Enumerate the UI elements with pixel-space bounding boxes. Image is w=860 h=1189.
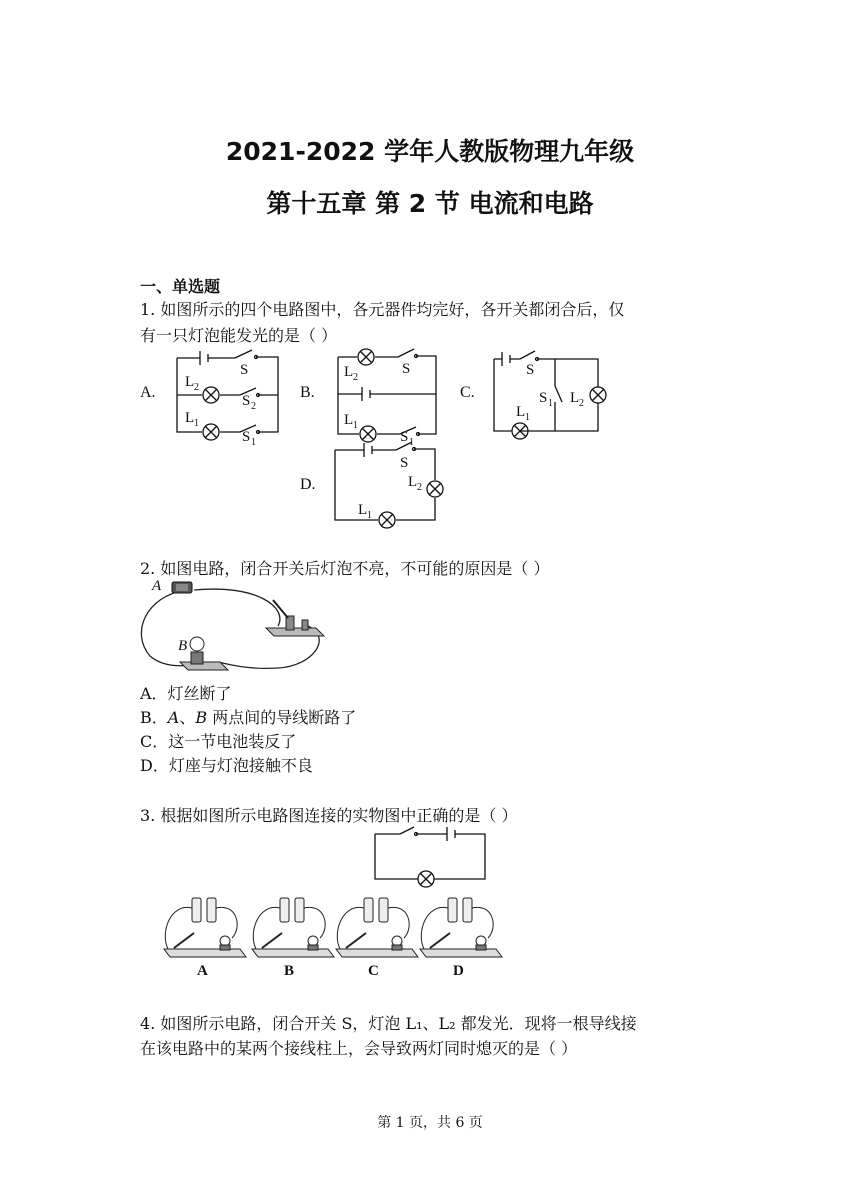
circuit-photo-q2 bbox=[138, 578, 328, 678]
label-s: S bbox=[242, 393, 251, 409]
choice-c-label: C bbox=[368, 963, 379, 979]
circuit-diagram-d bbox=[320, 442, 450, 526]
label-sub-2: 2 bbox=[251, 401, 256, 412]
label-l: L bbox=[516, 404, 526, 420]
question-3-stem: 3. 根据如图所示电路图连接的实物图中正确的是（ ） bbox=[140, 806, 518, 825]
label-sub-1: 1 bbox=[525, 412, 530, 423]
label-sub-1: 1 bbox=[548, 398, 553, 409]
document-subtitle: 第十五章 第 2 节 电流和电路 bbox=[266, 189, 594, 218]
point-b-label: B bbox=[178, 638, 188, 654]
label-s: S bbox=[400, 429, 409, 445]
label-l: L bbox=[185, 410, 195, 426]
question-2-stem: 2. 如图电路，闭合开关后灯泡不亮，不可能的原因是（ ） bbox=[140, 559, 550, 578]
label-l: L bbox=[185, 374, 195, 390]
q1-option-a-label: A. bbox=[140, 384, 156, 401]
circuit-diagram-q3 bbox=[372, 826, 492, 888]
label-sub-2: 2 bbox=[353, 372, 358, 383]
label-s: S bbox=[242, 429, 251, 445]
q1-option-d-label: D. bbox=[300, 476, 316, 493]
wiring-kit-a bbox=[164, 898, 246, 957]
q2-option-b-prefix: B． bbox=[140, 708, 168, 727]
label-s: S bbox=[539, 390, 548, 406]
label-s: S bbox=[400, 455, 409, 471]
q2-option-d: D．灯座与灯泡接触不良 bbox=[140, 756, 313, 775]
label-l: L bbox=[408, 474, 418, 490]
choice-a-label: A bbox=[197, 963, 208, 979]
q2-option-b-suffix: 两点间的导线断路了 bbox=[207, 708, 357, 727]
q2-option-b-separator: 、 bbox=[179, 708, 196, 727]
label-sub-2: 2 bbox=[579, 398, 584, 409]
q2-option-c: C．这一节电池装反了 bbox=[140, 732, 297, 751]
q3-wiring-photos bbox=[160, 893, 520, 983]
label-s: S bbox=[240, 362, 249, 378]
label-l: L bbox=[344, 364, 354, 380]
label-sub-1: 1 bbox=[409, 437, 414, 448]
wiring-kit-d bbox=[420, 898, 502, 957]
label-s: S bbox=[526, 362, 535, 378]
label-l: L bbox=[358, 502, 368, 518]
label-l: L bbox=[570, 390, 580, 406]
label-sub-1: 1 bbox=[367, 510, 372, 521]
section-heading: 一、单选题 bbox=[140, 277, 221, 296]
q2-option-b-point-b: B bbox=[195, 708, 208, 727]
q2-option-a: A．灯丝断了 bbox=[140, 684, 232, 703]
question-1-line-1: 1. 如图所示的四个电路图中，各元器件均完好，各开关都闭合后，仅 bbox=[140, 300, 625, 319]
q2-option-b-point-a: A bbox=[167, 708, 180, 727]
label-sub-1: 1 bbox=[194, 418, 199, 429]
q1-option-b-label: B. bbox=[300, 384, 315, 401]
question-1-line-2: 有一只灯泡能发光的是（ ） bbox=[140, 326, 338, 345]
choice-b-label: B bbox=[284, 963, 295, 979]
circuit-diagram-b bbox=[320, 343, 450, 448]
switch-icon bbox=[266, 600, 324, 636]
page-footer: 第 1 页，共 6 页 bbox=[377, 1115, 483, 1131]
label-sub-2: 2 bbox=[417, 482, 422, 493]
choice-d-label: D bbox=[453, 963, 464, 979]
question-4-line-1: 4. 如图所示电路，闭合开关 S，灯泡 L₁、L₂ 都发光．现将一根导线接 bbox=[140, 1014, 637, 1033]
question-4-line-2: 在该电路中的某两个接线柱上，会导致两灯同时熄灭的是（ ） bbox=[140, 1039, 578, 1058]
lamp-icon bbox=[180, 637, 228, 670]
q1-option-c-label: C. bbox=[460, 384, 475, 401]
label-s: S bbox=[402, 361, 411, 377]
point-a-label: A bbox=[152, 578, 162, 594]
q2-option-b bbox=[140, 705, 356, 728]
label-sub-2: 2 bbox=[194, 382, 199, 393]
label-sub-1: 1 bbox=[353, 420, 358, 431]
circuit-diagram-a bbox=[160, 345, 290, 448]
document-title: 2021-2022 学年人教版物理九年级 bbox=[225, 137, 635, 166]
circuit-diagram-c bbox=[490, 350, 610, 440]
label-sub-1: 1 bbox=[251, 437, 256, 448]
wiring-kit-c bbox=[336, 898, 418, 957]
wiring-kit-b bbox=[252, 898, 334, 957]
label-l: L bbox=[344, 412, 354, 428]
